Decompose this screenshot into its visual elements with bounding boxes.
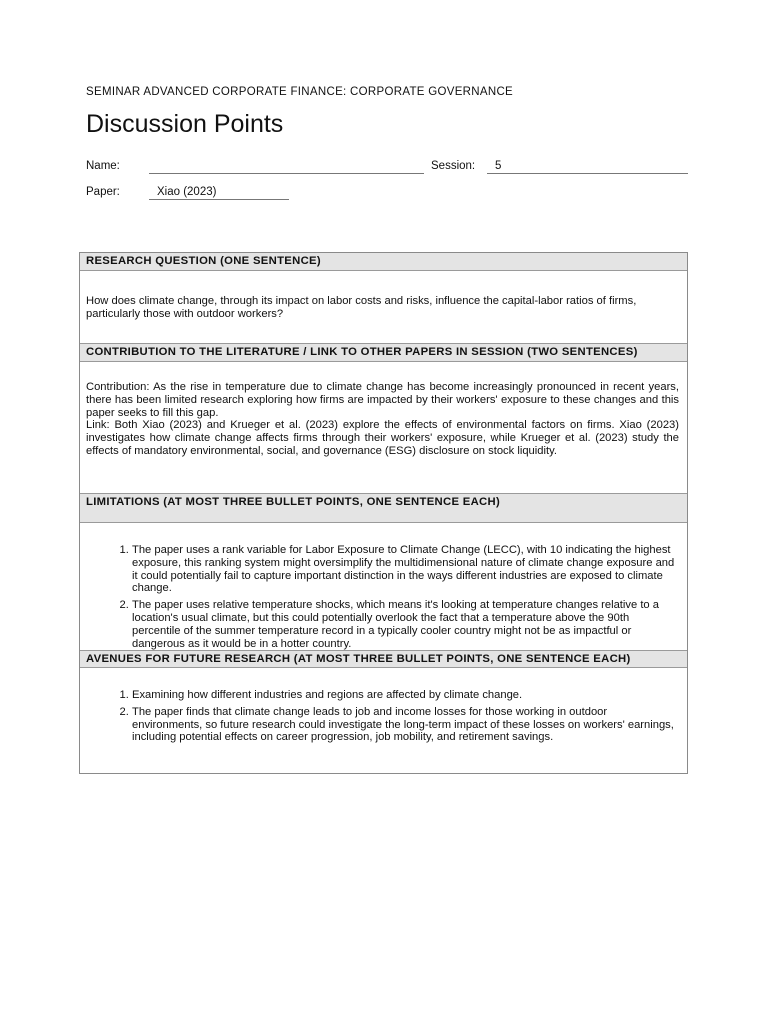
paper-field[interactable] (149, 185, 289, 200)
research-question-text: How does climate change, through its impact on labor costs and risks, influence the capital-labor ratios of firms, particularly those with outdoor workers? (86, 295, 637, 320)
limitation-item-2: 2. The paper uses relative temperature shocks, which means it's looking at temperature changes relative to a location's usual climate, but this could potentially overlook the fact that a temperature above the 90th percentile of the summer temperature record in a typically cooler country might not be as impactful or dangerous as it would be in a hotter country. (132, 599, 679, 650)
contribution-block (86, 381, 679, 458)
limitations-heading: LIMITATIONS (AT MOST THREE BULLET POINTS, ONE SENTENCE EACH) (80, 493, 687, 523)
future-research-list (80, 689, 679, 744)
link-text: Link: Both Xiao (2023) and Krueger et al. (2023) explore the effects of environmental factors on firms. Xiao (2023) investigates how climate change affects firms through their workers' exposure, while Krueger et al. (2023) study the effects of mandatory environmental, social, and governance (ESG) disclosure on stock liquidity. (86, 419, 679, 457)
paper-value: Xiao (2023) (157, 186, 217, 198)
name-field[interactable] (149, 159, 424, 174)
name-label: Name: (86, 160, 120, 172)
session-value: 5 (495, 160, 502, 172)
research-question-heading: RESEARCH QUESTION (ONE SENTENCE) (80, 253, 687, 271)
seminar-title: SEMINAR ADVANCED CORPORATE FINANCE: CORPORATE GOVERNANCE (86, 86, 514, 98)
limitations-list (80, 544, 679, 650)
session-label: Session: (431, 160, 476, 172)
future-research-heading: AVENUES FOR FUTURE RESEARCH (AT MOST THREE BULLET POINTS, ONE SENTENCE EACH) (80, 650, 687, 668)
discussion-table (79, 252, 688, 774)
page-title: Discussion Points (86, 110, 284, 138)
session-field[interactable] (487, 159, 688, 174)
future-research-item-1: 1. Examining how different industries and regions are affected by climate change. (132, 689, 679, 702)
limitation-item-1: 1. The paper uses a rank variable for Labor Exposure to Climate Change (LECC), with 10 indicating the highest exposure, this ranking system might oversimplify the multidimensional nature of climate change exposure and it could potentially fail to capture important distinction in the ways different industries are exposed to climate change. (132, 544, 679, 595)
future-research-item-2: 2. The paper finds that climate change leads to job and income losses for those working in outdoor environments, so future research could investigate the long-term impact of these losses on workers' earnings, including potential effects on career progression, job mobility, and retirement savings. (132, 706, 679, 744)
limitations-clip (80, 542, 687, 650)
paper-label: Paper: (86, 186, 120, 198)
contribution-text: Contribution: As the rise in temperature due to climate change has become increasingly pronounced in recent years, there has been limited research exploring how firms are impacted by their workers' exposure to these changes and this paper seeks to fill this gap. (86, 381, 679, 419)
contribution-heading: CONTRIBUTION TO THE LITERATURE / LINK TO OTHER PAPERS IN SESSION (TWO SENTENCES) (80, 343, 687, 362)
